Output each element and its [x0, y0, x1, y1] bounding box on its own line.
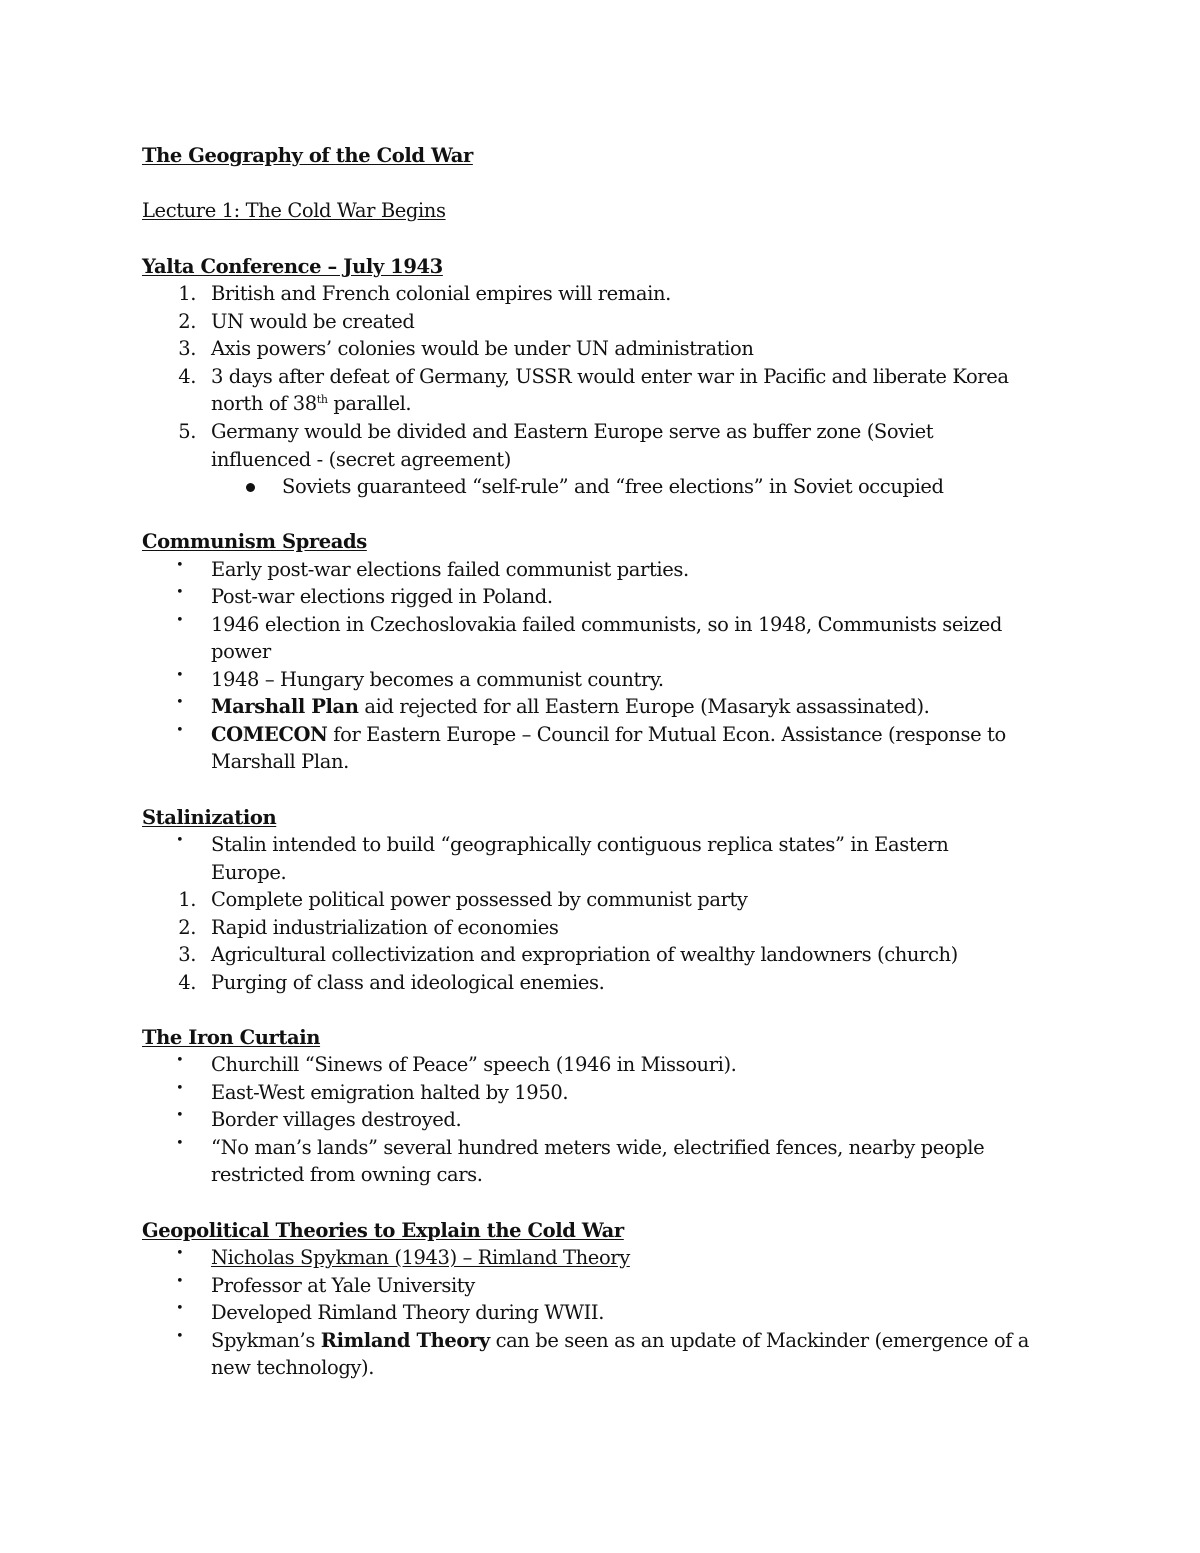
- section-heading-yalta: Yalta Conference – July 1943: [142, 255, 443, 278]
- list-text: Complete political power possessed by communist party: [211, 888, 748, 911]
- section-heading-geopolitical-theories: Geopolitical Theories to Explain the Cold War: [142, 1219, 624, 1242]
- list-text-rest: for Eastern Europe – Council for Mutual Econ. Assistance (response to: [327, 723, 1006, 746]
- list-text: Post-war elections rigged in Poland.: [211, 585, 553, 608]
- list-number: 4.: [178, 365, 196, 388]
- bold-term: COMECON: [211, 723, 328, 746]
- list-text-continuation: Marshall Plan.: [211, 750, 349, 773]
- document-title: The Geography of the Cold War: [142, 144, 473, 167]
- list-number: 3.: [178, 337, 196, 360]
- list-text: UN would be created: [211, 310, 415, 333]
- bullet-icon: •: [176, 1301, 184, 1316]
- lecture-title: Lecture 1: The Cold War Begins: [142, 199, 446, 222]
- list-text-continuation: [211, 392, 411, 415]
- bullet-icon: •: [176, 585, 184, 600]
- list-text: [211, 1329, 1029, 1352]
- list-text-continuation: Europe.: [211, 861, 287, 884]
- list-text: “No man’s lands” several hundred meters wide, electrified fences, nearby people: [211, 1136, 985, 1159]
- list-text: 3 days after defeat of Germany, USSR would enter war in Pacific and liberate Korea: [211, 365, 1009, 388]
- list-text: Border villages destroyed.: [211, 1108, 462, 1131]
- list-text: Professor at Yale University: [211, 1274, 475, 1297]
- list-text: [211, 723, 1006, 746]
- bullet-icon: •: [176, 723, 184, 738]
- list-number: 4.: [178, 971, 196, 994]
- list-text: 1946 election in Czechoslovakia failed communists, so in 1948, Communists seized: [211, 613, 1002, 636]
- list-text-continuation: influenced - (secret agreement): [211, 448, 511, 471]
- list-text: Early post-war elections failed communist parties.: [211, 558, 689, 581]
- superscript: th: [316, 393, 328, 406]
- list-text: Axis powers’ colonies would be under UN administration: [211, 337, 754, 360]
- filled-bullet-icon: [246, 483, 255, 492]
- sub-list-text: Soviets guaranteed “self-rule” and “free elections” in Soviet occupied: [282, 475, 944, 498]
- section-heading-communism: Communism Spreads: [142, 530, 367, 553]
- list-number: 5.: [178, 420, 196, 443]
- list-text: British and French colonial empires will remain.: [211, 282, 671, 305]
- list-text-rest: can be seen as an update of Mackinder (emergence of a: [489, 1329, 1030, 1352]
- list-text: 1948 – Hungary becomes a communist country.: [211, 668, 664, 691]
- list-text: Rapid industrialization of economies: [211, 916, 559, 939]
- list-number: 3.: [178, 943, 196, 966]
- bullet-icon: •: [176, 1081, 184, 1096]
- list-text: Purging of class and ideological enemies.: [211, 971, 605, 994]
- bullet-icon: •: [176, 1246, 184, 1261]
- bullet-icon: •: [176, 558, 184, 573]
- bullet-icon: •: [176, 668, 184, 683]
- list-text: Nicholas Spykman (1943) – Rimland Theory: [211, 1246, 630, 1269]
- list-text: Churchill “Sinews of Peace” speech (1946 in Missouri).: [211, 1053, 737, 1076]
- list-text: Agricultural collectivization and expropriation of wealthy landowners (church): [211, 943, 958, 966]
- list-text: [211, 695, 929, 718]
- bullet-icon: •: [176, 695, 184, 710]
- bullet-icon: •: [176, 833, 184, 848]
- list-number: 1.: [178, 282, 196, 305]
- list-number: 1.: [178, 888, 196, 911]
- list-text: East-West emigration halted by 1950.: [211, 1081, 569, 1104]
- list-text: Developed Rimland Theory during WWII.: [211, 1301, 605, 1324]
- continuation-text: north of 38: [211, 392, 317, 415]
- list-text: Stalin intended to build “geographically contiguous replica states” in Eastern: [211, 833, 949, 856]
- section-heading-iron-curtain: The Iron Curtain: [142, 1026, 321, 1049]
- section-heading-stalinization: Stalinization: [142, 806, 277, 829]
- list-number: 2.: [178, 310, 196, 333]
- bold-term: Rimland Theory: [320, 1329, 490, 1352]
- list-text-rest: aid rejected for all Eastern Europe (Masaryk assassinated).: [358, 695, 930, 718]
- bold-term: Marshall Plan: [211, 695, 359, 718]
- bullet-icon: •: [176, 1329, 184, 1344]
- list-text-continuation: new technology).: [211, 1356, 375, 1379]
- list-text-continuation: power: [211, 640, 271, 663]
- continuation-text: parallel.: [327, 392, 412, 415]
- list-number: 2.: [178, 916, 196, 939]
- list-text-start: Spykman’s: [211, 1329, 321, 1352]
- bullet-icon: •: [176, 1053, 184, 1068]
- list-text: Germany would be divided and Eastern Europe serve as buffer zone (Soviet: [211, 420, 934, 443]
- bullet-icon: •: [176, 1136, 184, 1151]
- list-text-continuation: restricted from owning cars.: [211, 1163, 483, 1186]
- bullet-icon: •: [176, 613, 184, 628]
- bullet-icon: •: [176, 1108, 184, 1123]
- bullet-icon: •: [176, 1274, 184, 1289]
